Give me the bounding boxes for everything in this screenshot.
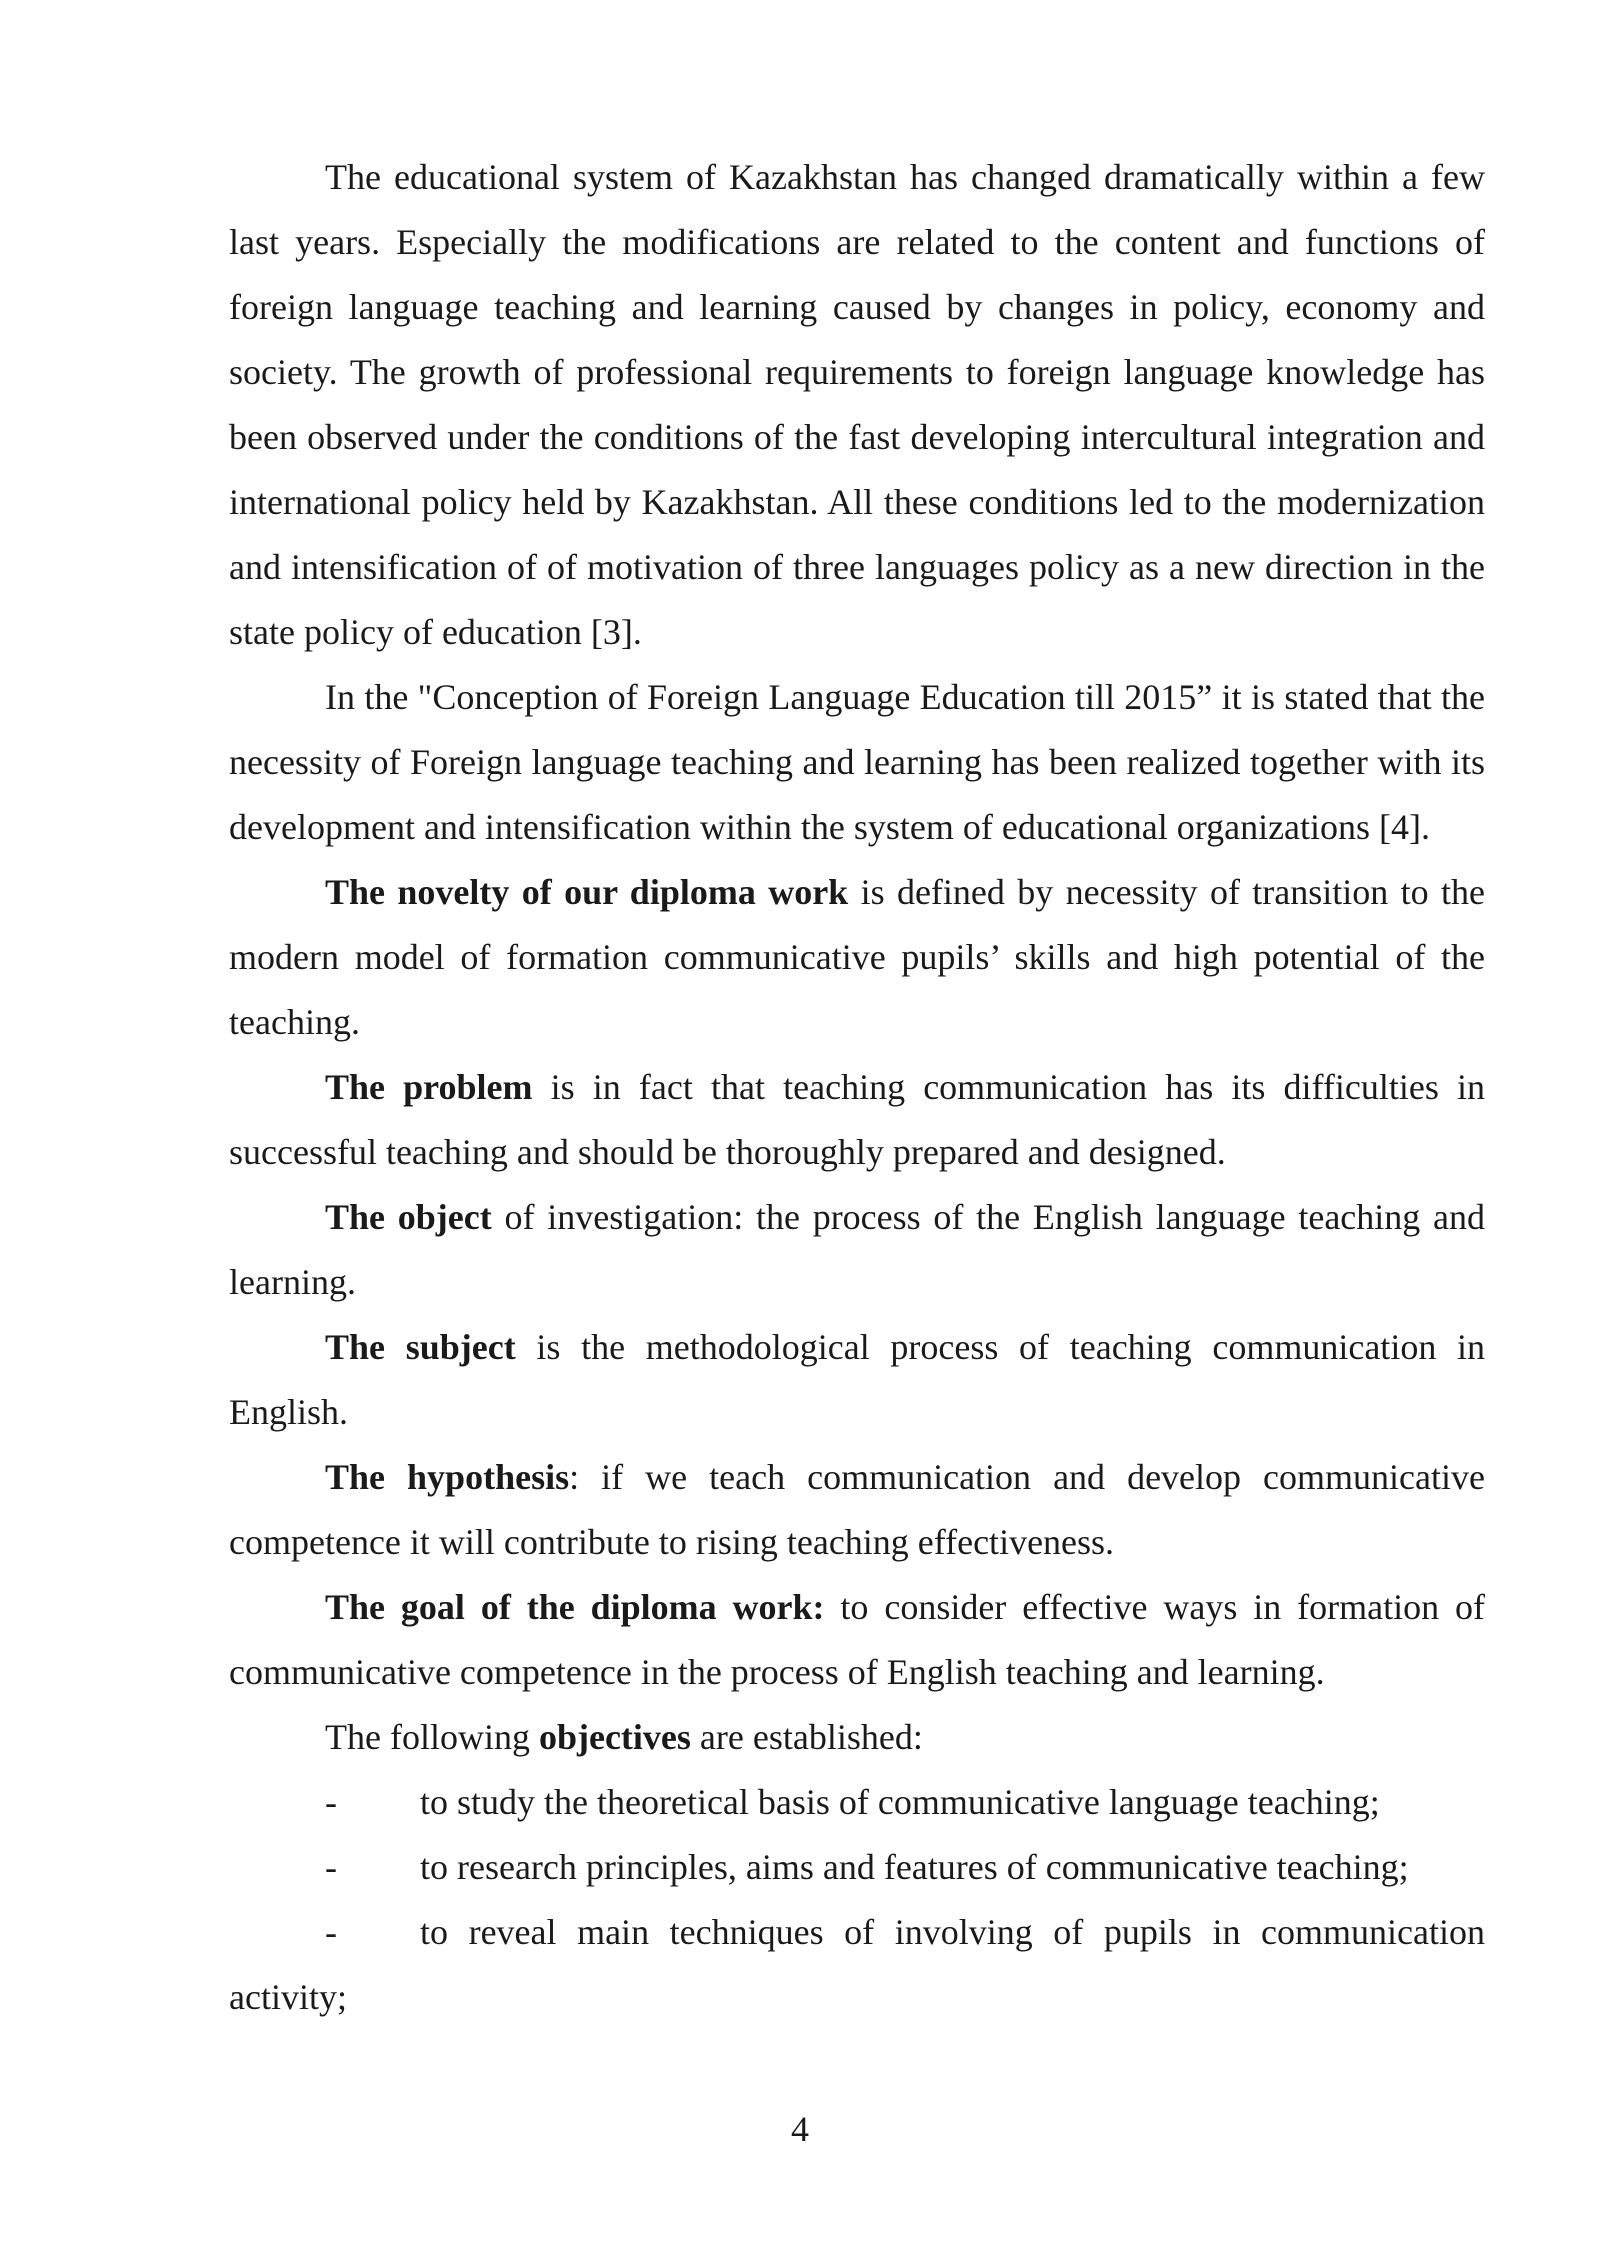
object-label: The object [325,1197,492,1237]
novelty-label: The novelty of our diploma work [325,872,849,912]
list-item [229,1770,1485,1835]
intro-paragraph: The educational system of Kazakhstan has changed dramatically within a few last years. Especially the modifications are related to the content and functions of foreign language teaching and learning caused by changes in policy, economy and society. The growth of professional requirements to foreign language knowledge has been observed under the conditions of the fast developing intercultural integration and international policy held by Kazakhstan. All these conditions led to the modernization and intensification of of motivation of three languages policy as a new direction in the state policy of education [3]. [229,157,1485,652]
goal-label: The goal of the diploma work: [325,1587,825,1627]
goal-text: to consider effective ways in formation of communicative competence in the process of English teaching and learning. [229,1587,1485,1692]
novelty-paragraph [229,860,1485,1055]
subject-text: is the methodological process of teaching communication in English. [229,1327,1486,1432]
goal-paragraph [229,1575,1485,1705]
objectives-post: are established: [690,1717,923,1757]
list-item [229,1835,1485,1900]
hypothesis-text: : if we teach communication and develop communicative competence it will contribute to rising teaching effectiveness. [229,1457,1485,1562]
list-dash: - [325,1912,337,1952]
problem-text: is in fact that teaching communication has its difficulties in successful teaching and should be thoroughly prepared and designed. [229,1067,1485,1172]
object-paragraph [229,1185,1485,1315]
novelty-text: is defined by necessity of transition to the modern model of formation communicative pupils’ skills and high potential of the teaching. [229,872,1485,1042]
list-item-text: to reveal main techniques of involving of pupils in communication activity; [229,1912,1485,2017]
hypothesis-label: The hypothesis [325,1457,570,1497]
list-dash: - [325,1847,337,1887]
objectives-pre: The following [325,1717,539,1757]
object-text: of investigation: the process of the English language teaching and learning. [229,1197,1486,1302]
document-page [229,145,1485,2030]
list-item-text: to study the theoretical basis of communicative language teaching; [420,1782,1380,1822]
objectives-intro [229,1705,1485,1770]
page-number: 4 [791,2109,809,2149]
hypothesis-paragraph [229,1445,1485,1575]
objectives-label: objectives [538,1717,691,1757]
subject-label: The subject [325,1327,516,1367]
list-item-text: to research principles, aims and features of communicative teaching; [420,1847,1409,1887]
conception-paragraph: In the "Conception of Foreign Language Education till 2015” it is stated that the necessity of Foreign language teaching and learning has been realized together with its development and intensification within the system of educational organizations [4]. [229,677,1485,847]
problem-paragraph [229,1055,1485,1185]
list-dash: - [325,1782,337,1822]
subject-paragraph [229,1315,1485,1445]
problem-label: The problem [325,1067,533,1107]
list-item [229,1900,1485,2030]
